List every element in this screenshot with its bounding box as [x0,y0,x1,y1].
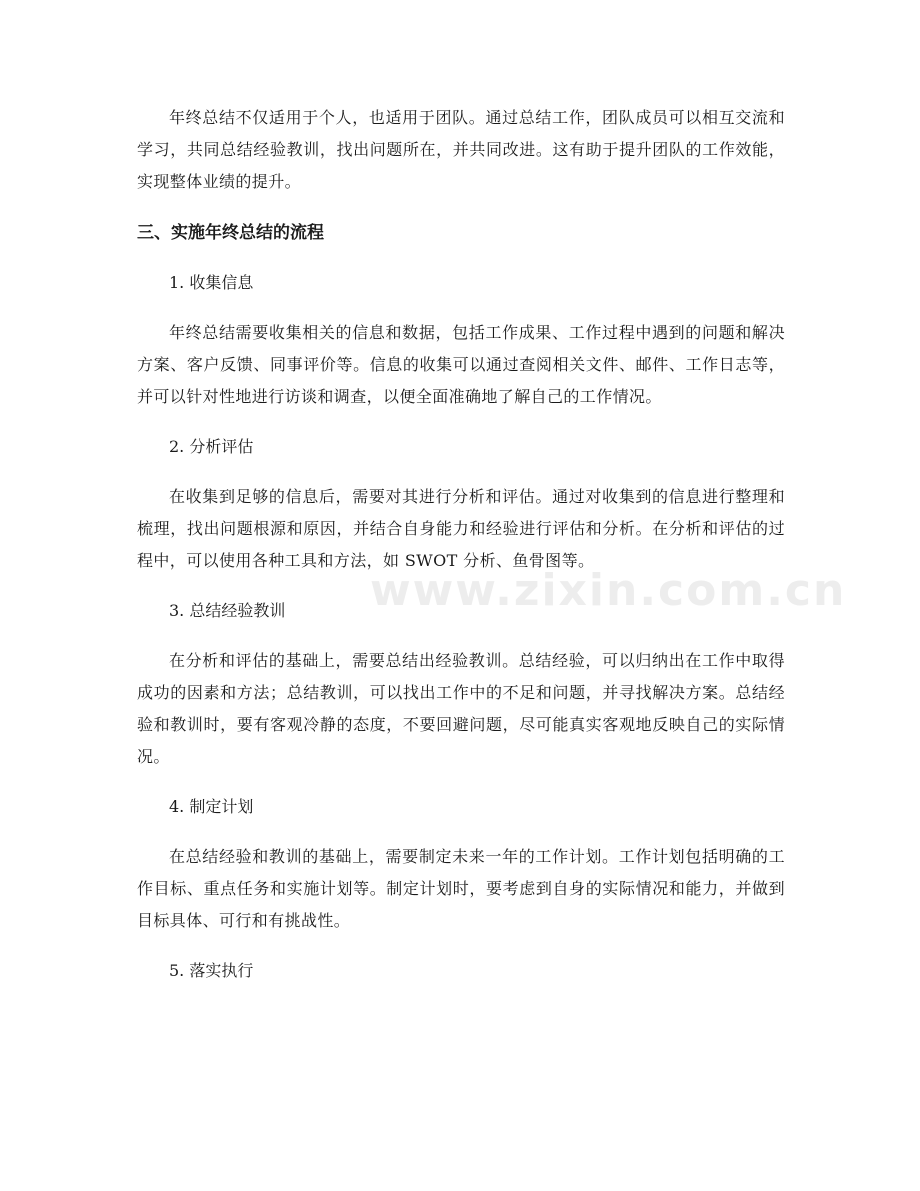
step-body-4: 在总结经验和教训的基础上，需要制定未来一年的工作计划。工作计划包括明确的工作目标、重点任务和实施计划等。制定计划时，要考虑到自身的实际情况和能力，并做到目标具体、可行和有挑战性。 [137,847,785,930]
document-page [137,0,785,987]
step-title-3: 3. 总结经验教训 [169,601,286,620]
step-title-2: 2. 分析评估 [169,437,254,456]
step-title-1: 1. 收集信息 [169,273,254,292]
step-body-3: 在分析和评估的基础上，需要总结出经验教训。总结经验，可以归纳出在工作中取得成功的因素和方法；总结教训，可以找出工作中的不足和问题，并寻找解决方案。总结经验和教训时，要有客观冷静的态度，不要回避问题，尽可能真实客观地反映自己的实际情况。 [137,651,785,766]
step-title-5: 5. 落实执行 [169,961,254,980]
step-body-1: 年终总结需要收集相关的信息和数据，包括工作成果、工作过程中遇到的问题和解决方案、客户反馈、同事评价等。信息的收集可以通过查阅相关文件、邮件、工作日志等，并可以针对性地进行访谈和调查，以便全面准确地了解自己的工作情况。 [137,323,785,406]
watermark: www.zixin.com.cn [370,565,847,616]
intro-paragraph: 年终总结不仅适用于个人，也适用于团队。通过总结工作，团队成员可以相互交流和学习，共同总结经验教训，找出问题所在，并共同改进。这有助于提升团队的工作效能，实现整体业绩的提升。 [137,108,785,191]
section-heading: 三、实施年终总结的流程 [137,223,324,243]
step-title-4: 4. 制定计划 [169,797,254,816]
step-body-2: 在收集到足够的信息后，需要对其进行分析和评估。通过对收集到的信息进行整理和梳理，找出问题根源和原因，并结合自身能力和经验进行评估和分析。在分析和评估的过程中，可以使用各种工具和方法，如 SWOT 分析、鱼骨图等。 [137,487,785,570]
